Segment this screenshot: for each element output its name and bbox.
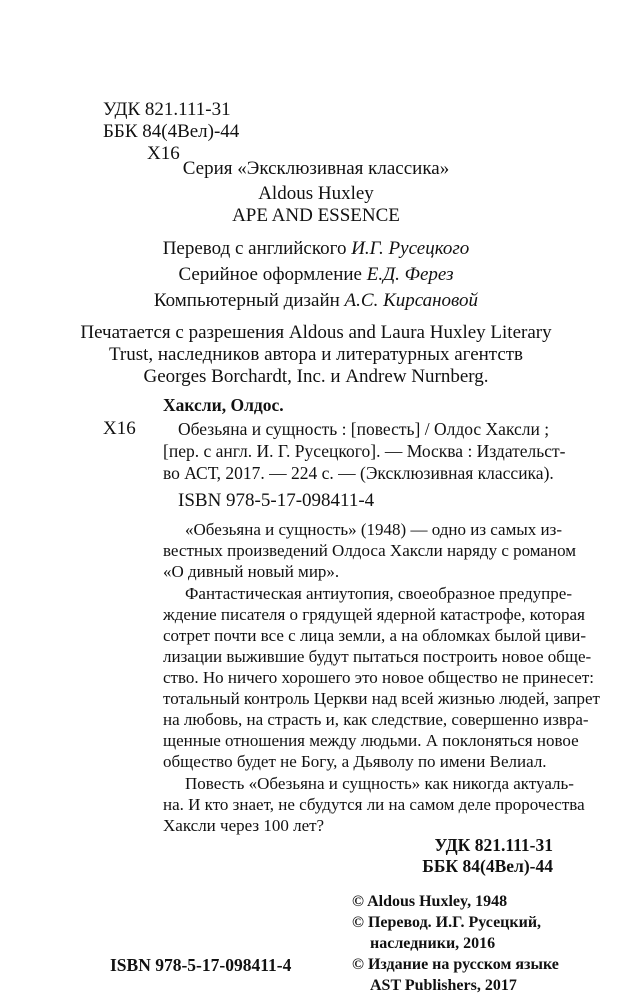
udk-code: УДК 821.111-31 [103,99,231,120]
bbk-code: ББК 84(4Вел)-44 [103,121,240,142]
annotation-p2-line-5: ство. Но ничего хорошего это новое общество не принесет: [163,668,595,687]
annotation-p1-line-1: «Обезьяна и сущность» (1948) — одно из самых из- [185,520,562,539]
annotation-p2-line-1: Фантастическая антиутопия, своеобразное предупре- [185,584,572,603]
series-name: Серия «Эксклюзивная классика» [182,158,450,179]
footer-bbk: ББК 84(4Вел)-44 [422,856,553,876]
bottom-isbn: ISBN 978-5-17-098411-4 [110,955,292,975]
annotation-p2-line-8: щенные отношения между людьми. А поклоняться новое [163,731,579,750]
annotation-p3-line-1: Повесть «Обезьяна и сущность» как никогда актуаль- [185,774,574,793]
catalog-line-2: [пер. с англ. И. Г. Русецкого]. — Москва : Издательст- [163,441,566,461]
permission-line-1: Печатается с разрешения Aldous and Laura Huxley Literary [80,322,552,343]
permission-line-3: Georges Borchardt, Inc. и Andrew Nurnberg. [143,366,489,387]
catalog-line-1: Обезьяна и сущность : [повесть] / Олдос Хаксли ; [178,419,550,439]
translation-credit [0,238,632,260]
footer-udk: УДК 821.111-31 [434,835,553,855]
annotation-p2-line-7: на любовь, на страсть и, как следствие, совершенно извра- [163,710,589,729]
annotation-p1-line-3: «О дивный новый мир». [163,562,340,581]
computer-design-label: Компьютерный дизайн [153,290,340,311]
catalog-mark: Х16 [103,418,136,439]
copyright-original: © Aldous Huxley, 1948 [352,893,508,910]
annotation-p2-line-9: общество будет не Богу, а Дьяволу по имени Велиал. [163,752,547,771]
original-author: Aldous Huxley [258,183,374,204]
permission-line-2: Trust, наследников автора и литературных агентств [108,344,524,365]
computer-design-credit [0,290,632,312]
copyright-translation: © Перевод. И.Г. Русецкий, [352,914,542,931]
copyright-translation-heirs: наследники, 2016 [370,935,496,952]
author-mark: Х16 [147,143,180,164]
annotation-p1-line-2: вестных произведений Олдоса Хаксли наряду с романом [163,541,577,560]
series-designer-name: Е.Д. Ферез [366,264,454,285]
series-design-label: Серийное оформление [178,264,362,285]
annotation-p3-line-2: на. И кто знает, не сбудутся ли на самом деле пророчества [163,795,585,814]
original-title: APE AND ESSENCE [232,205,400,226]
translator-name: И.Г. Русецкого [351,238,470,259]
copyright-publisher: AST Publishers, 2017 [370,977,517,994]
annotation-p3-line-3: Хаксли через 100 лет? [163,816,325,835]
annotation-p2-line-4: лизации выжившие будут пытаться построить новое обще- [163,647,592,666]
annotation-p2-line-3: сотрет почти все с лица земли, а на обломках былой циви- [163,626,587,645]
catalog-isbn: ISBN 978-5-17-098411-4 [178,490,375,511]
catalog-heading: Хаксли, Олдос. [163,395,284,415]
annotation-p2-line-6: тотальный контроль Церкви над всей жизнью людей, запрет [163,689,600,708]
copyright-edition: © Издание на русском языке [352,956,559,973]
translation-label: Перевод с английского [162,238,347,259]
annotation-p2-line-2: ждение писателя о грядущей ядерной катастрофе, которая [163,605,585,624]
computer-designer-name: А.С. Кирсановой [344,290,479,311]
catalog-line-3: во АСТ, 2017. — 224 с. — (Эксклюзивная классика). [163,463,554,483]
series-design-credit [0,264,632,286]
